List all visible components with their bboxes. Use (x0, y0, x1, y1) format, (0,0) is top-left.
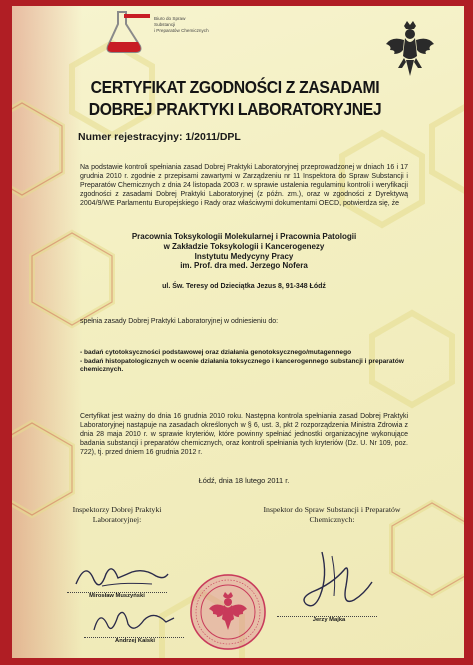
laboratory-address: ul. Św. Teresy od Dzieciątka Jezus 8, 91-348 Łódź (162, 283, 326, 290)
polish-eagle-icon (384, 20, 436, 80)
signature-1-icon (72, 554, 172, 594)
scope-intro: spełnia zasady Dobrej Praktyki Laboratoryjnej w odniesieniu do: (80, 318, 279, 325)
laboratory-name (80, 232, 408, 271)
logo-line-2: Substancji (154, 22, 176, 27)
laboratory-line-1: Pracownia Toksykologii Molekularnej i Pracownia Patologii (131, 232, 357, 241)
certificate-paper (12, 6, 464, 658)
agency-logo (104, 10, 254, 60)
official-eagle-seal-icon (188, 572, 268, 652)
laboratory-line-3: Instytutu Medycyny Pracy (194, 251, 294, 261)
laboratory-line-2: w Zakładzie Toksykologii i Kancerogenezy (163, 241, 325, 251)
title-line-1: CERTYFIKAT ZGODNOŚCI Z ZASADAMI (90, 77, 380, 97)
signatory-name-3: Jerzy Majka (312, 617, 346, 623)
right-signatory-title: Inspektor do Spraw Substancji i Preparatów Chemicznych: (263, 505, 401, 524)
logo-text (154, 16, 264, 34)
scope-list (80, 349, 408, 375)
intro-paragraph: Na podstawie kontroli spełniania zasad Dobrej Praktyki Laboratoryjnej przeprowadzonej w dniach 16 i 17 grudnia 2010 r. zgodnie z przepisami zawartymi w Zarządzeniu nr 11 Inspektora do Spraw Substancji i Preparatów Chemicznych z dnia 24 listopada 2003 r. w sprawie ustalenia regulaminu kontroli i weryfikacji zgodności z zasadami Dobrej Praktyki Laboratoryjnej (z późn. zm.), oraz w zgodności z Dyrektywą 2004/9/WE Parlamentu Europejskiego i Rady oraz właściwymi dokumentami OECD, potwierdza się, że (80, 164, 408, 207)
title-line-2: DOBREJ PRAKTYKI LABORATORYJNEJ (88, 99, 382, 119)
validity-paragraph: Certyfikat jest ważny do dnia 16 grudnia 2010 roku. Następna kontrola spełniania zasad Dobrej Praktyki Laboratoryjnej nastąpuje na zasadach określonych w § 6, ust. 3, pkt 2 rozporządzenia Ministra Zdrowia z dnia 28 maja 2010 r. w sprawie kryteriów, które powinny spełniać jednostki organizacyjne wykonujące badania substancji i preparatów chemicznych, oraz kontroli spełniania tych kryteriów (Dz. U. Nr 109, poz. 722), tj. przed dniem 16 grudnia 2012 r. (80, 413, 408, 456)
signature-3-icon (292, 546, 382, 618)
signature-2-icon (88, 604, 178, 638)
registration-number: Numer rejestracyjny: 1/2011/DPL (78, 131, 241, 143)
issue-date: Łódź, dnia 18 lutego 2011 r. (198, 476, 290, 485)
scope-item-1: - badań cytotoksyczności podstawowej oraz działania genotoksycznego/mutagennego (80, 349, 352, 356)
scope-item-2: - badań histopatologicznych w ocenie działania toksycznego i kancerogennego substancji i preparatów chemicznych. (80, 357, 404, 374)
logo-line-3: i Preparatów Chemicznych (154, 28, 209, 33)
laboratory-line-4: im. Prof. dra med. Jerzego Nofera (180, 261, 308, 271)
signatory-name-1: Mirosław Muszyński (89, 593, 145, 599)
logo-line-1: Biuro do Spraw (154, 16, 186, 21)
certificate-title (87, 76, 384, 120)
signatory-name-2: Andrzej Kaiski (115, 638, 155, 644)
flask-logo-icon (104, 10, 150, 54)
left-signatory-title: Inspektorzy Dobrej Praktyki Laboratoryjnej: (72, 505, 162, 524)
